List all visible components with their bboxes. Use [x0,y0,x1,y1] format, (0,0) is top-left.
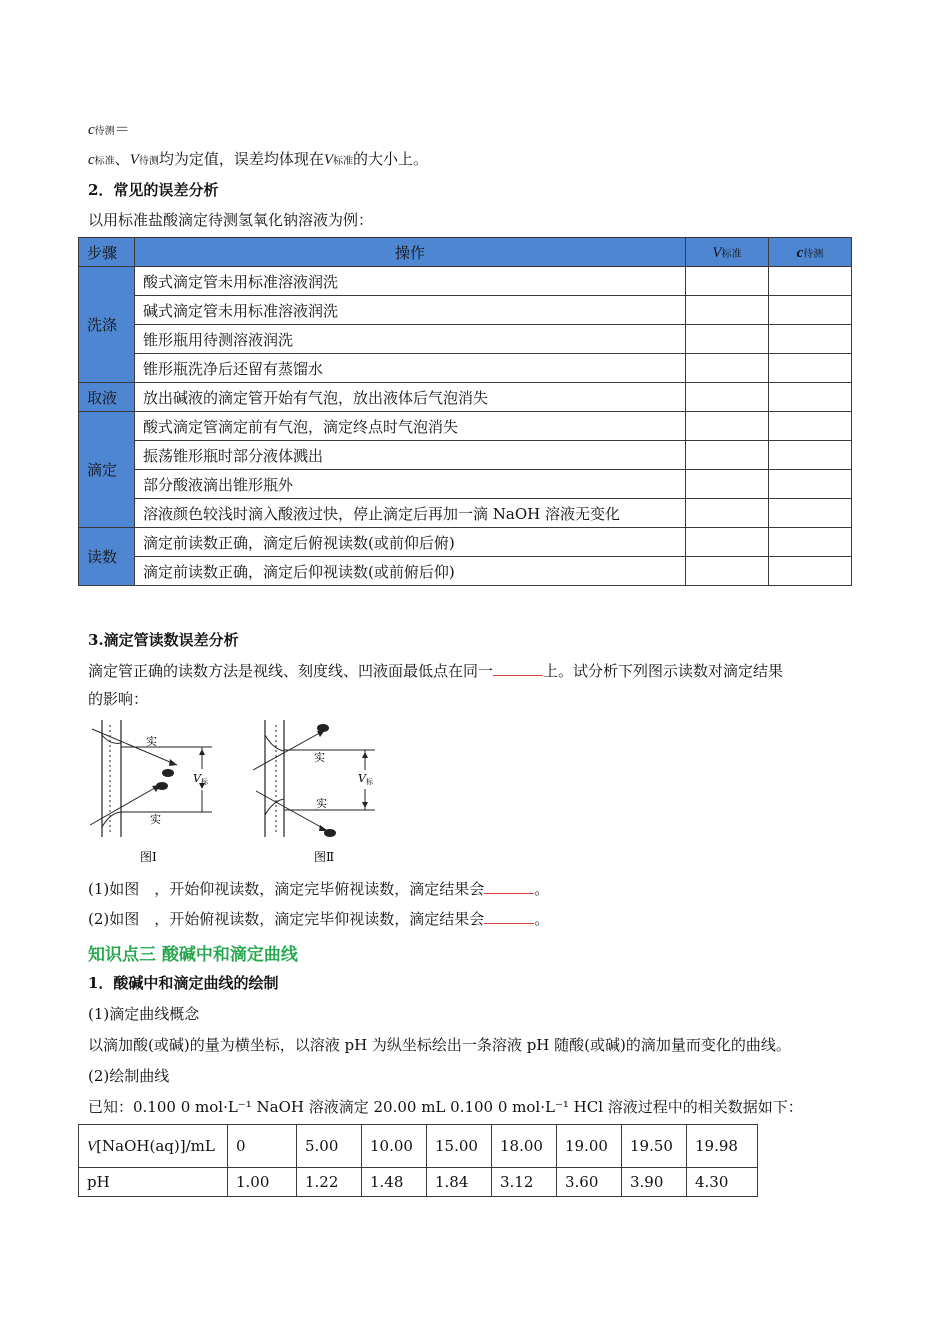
table-row [79,325,852,354]
c-subscript: 待测 [94,126,115,137]
question-2-text: (2)如图 ，开始俯视读数，滴定完毕仰视读数，滴定结果会 [88,910,485,928]
operation-cell: 放出碱液的滴定管开始有气泡，放出液体后气泡消失 [135,383,686,412]
data-cell: 15.00 [427,1125,492,1168]
figure-2-caption: 图Ⅱ [314,850,335,864]
section3-p2: 的影响： [88,690,149,708]
separator: 、 [114,150,130,168]
step-cell: 取液 [79,383,135,412]
c-measured-answer-cell[interactable] [769,441,852,470]
section3-heading: 3.滴定管读数误差分析 [88,631,239,649]
error-analysis-table [78,237,852,586]
operation-cell: 滴定前读数正确，滴定后仰视读数(或前俯后仰) [135,557,686,586]
table-row [79,1125,758,1168]
figure-1 [90,720,212,864]
c-measured-answer-cell[interactable] [769,267,852,296]
k3-subheading-2: (2)绘制曲线 [88,1067,170,1085]
table-header-row [79,238,852,267]
burette-diagrams [80,715,390,870]
v-subscript: 标 [366,778,373,786]
step-cell: 读数 [79,528,135,586]
data-cell: 19.50 [622,1125,687,1168]
equals-sign: ＝ [114,120,130,138]
c-subscript: 待测 [803,248,824,260]
row-header-cell: V[NaOH(aq)]/mL [79,1125,228,1168]
v-subscript: 待测 [138,156,159,167]
data-cell: 5.00 [297,1125,362,1168]
c-measured-answer-cell[interactable] [769,528,852,557]
question-1-text: (1)如图 ，开始仰视读数，滴定完毕俯视读数，滴定结果会 [88,880,485,898]
c-measured-answer-cell[interactable] [769,470,852,499]
table-row [79,528,852,557]
table-row [79,557,852,586]
v-standard-answer-cell[interactable] [686,470,769,499]
question-2 [88,908,549,929]
table-row [79,354,852,383]
intro-end: 的大小上。 [353,150,429,168]
data-cell: 1.22 [297,1168,362,1197]
real-label: 实 [314,751,325,764]
real-label: 实 [146,735,157,748]
data-cell: 1.84 [427,1168,492,1197]
intro-mid: 均为定值，误差均体现在 [158,150,324,168]
table-row [79,1168,758,1197]
data-cell: 18.00 [492,1125,557,1168]
header-operation: 操作 [135,238,686,267]
operation-cell: 部分酸液滴出锥形瓶外 [135,470,686,499]
c-subscript: 标准 [94,156,115,167]
data-cell: 0 [228,1125,297,1168]
section3-p1-a: 滴定管正确的读数方法是视线、刻度线、凹液面最低点在同一 [88,662,494,680]
operation-cell: 酸式滴定管未用标准溶液润洗 [135,267,686,296]
data-cell: 3.90 [622,1168,687,1197]
operation-cell: 振荡锥形瓶时部分液体溅出 [135,441,686,470]
c-measured-answer-cell[interactable] [769,354,852,383]
v-label: V [358,772,366,785]
v-subscript: 标准 [333,156,354,167]
operation-cell: 酸式滴定管滴定前有气泡，滴定终点时气泡消失 [135,412,686,441]
data-cell: 3.60 [557,1168,622,1197]
v-symbol: V [87,1138,97,1155]
table-row [79,499,852,528]
v-label: V [193,772,201,785]
table-row [79,412,852,441]
c-measured-answer-cell[interactable] [769,383,852,412]
step-cell: 洗涤 [79,267,135,383]
data-cell: 4.30 [687,1168,758,1197]
v-standard-answer-cell[interactable] [686,441,769,470]
v-subscript: 标准 [721,248,742,260]
v-standard-answer-cell[interactable] [686,499,769,528]
header-c-measured [769,238,852,267]
k3-section1-heading: 1．酸碱中和滴定曲线的绘制 [88,974,279,992]
formula-line [88,118,130,139]
v-standard-answer-cell[interactable] [686,296,769,325]
real-label: 实 [150,813,161,826]
v-standard-answer-cell[interactable] [686,557,769,586]
operation-cell: 滴定前读数正确，滴定后俯视读数(或前仰后俯) [135,528,686,557]
data-cell: 1.00 [228,1168,297,1197]
data-cell: 10.00 [362,1125,427,1168]
operation-cell: 锥形瓶洗净后还留有蒸馏水 [135,354,686,383]
v-standard-answer-cell[interactable] [686,528,769,557]
table-row [79,296,852,325]
header-v-standard [686,238,769,267]
question-1 [88,878,549,899]
operation-cell: 溶液颜色较浅时滴入酸液过快，停止滴定后再加一滴 NaOH 溶液无变化 [135,499,686,528]
table-row [79,441,852,470]
v-standard-answer-cell[interactable] [686,267,769,296]
v-symbol: V [323,152,334,168]
knowledge-point-title: 知识点三 酸碱中和滴定曲线 [88,945,298,965]
v-symbol: V [129,152,139,168]
question-2-end: 。 [534,910,550,928]
c-symbol: c [88,152,95,168]
section3-p1-b: 上。试分析下列图示读数对滴定结果 [543,662,784,680]
step-cell: 滴定 [79,412,135,528]
v-standard-answer-cell[interactable] [686,354,769,383]
answer-blank[interactable] [493,661,543,676]
c-measured-answer-cell[interactable] [769,499,852,528]
v-subscript: 标 [201,778,208,786]
v-standard-answer-cell[interactable] [686,412,769,441]
data-cell: 3.12 [492,1168,557,1197]
operation-cell: 锥形瓶用待测溶液润洗 [135,325,686,354]
table-row [79,470,852,499]
k3-concept-text: 以滴加酸(或碱)的量为横坐标，以溶液 pH 为纵坐标绘出一条溶液 pH 随酸(或碱)的滴加量而变化的曲线。 [88,1036,791,1054]
answer-blank[interactable] [484,909,534,924]
c-symbol: c [796,244,804,261]
answer-blank[interactable] [484,879,534,894]
c-measured-answer-cell[interactable] [769,296,852,325]
data-cell: 19.00 [557,1125,622,1168]
row-header-cell: pH [79,1168,228,1197]
section2-heading: 2．常见的误差分析 [88,181,219,199]
c-symbol: c [88,122,95,138]
section2-example: 以用标准盐酸滴定待测氢氧化钠溶液为例： [88,211,374,229]
c-measured-answer-cell[interactable] [769,325,852,354]
figure-1-caption: 图Ⅰ [140,850,157,864]
header-step: 步骤 [79,238,135,267]
titration-data-table [78,1124,758,1197]
section3-p1 [88,660,783,681]
v-symbol: V [712,244,722,261]
data-cell: 19.98 [687,1125,758,1168]
k3-subheading-1: (1)滴定曲线概念 [88,1005,200,1023]
data-cell: 1.48 [362,1168,427,1197]
real-label: 实 [316,797,327,810]
c-measured-answer-cell[interactable] [769,557,852,586]
figure-2 [253,720,375,864]
table-row [79,383,852,412]
v-standard-answer-cell[interactable] [686,325,769,354]
v-standard-answer-cell[interactable] [686,383,769,412]
table-row [79,267,852,296]
operation-cell: 碱式滴定管未用标准溶液润洗 [135,296,686,325]
question-1-end: 。 [534,880,550,898]
k3-known-text: 已知：0.100 0 mol·L⁻¹ NaOH 溶液滴定 20.00 mL 0.100 0 mol·L⁻¹ HCl 溶液过程中的相关数据如下： [88,1098,803,1116]
intro-line [88,148,428,169]
c-measured-answer-cell[interactable] [769,412,852,441]
